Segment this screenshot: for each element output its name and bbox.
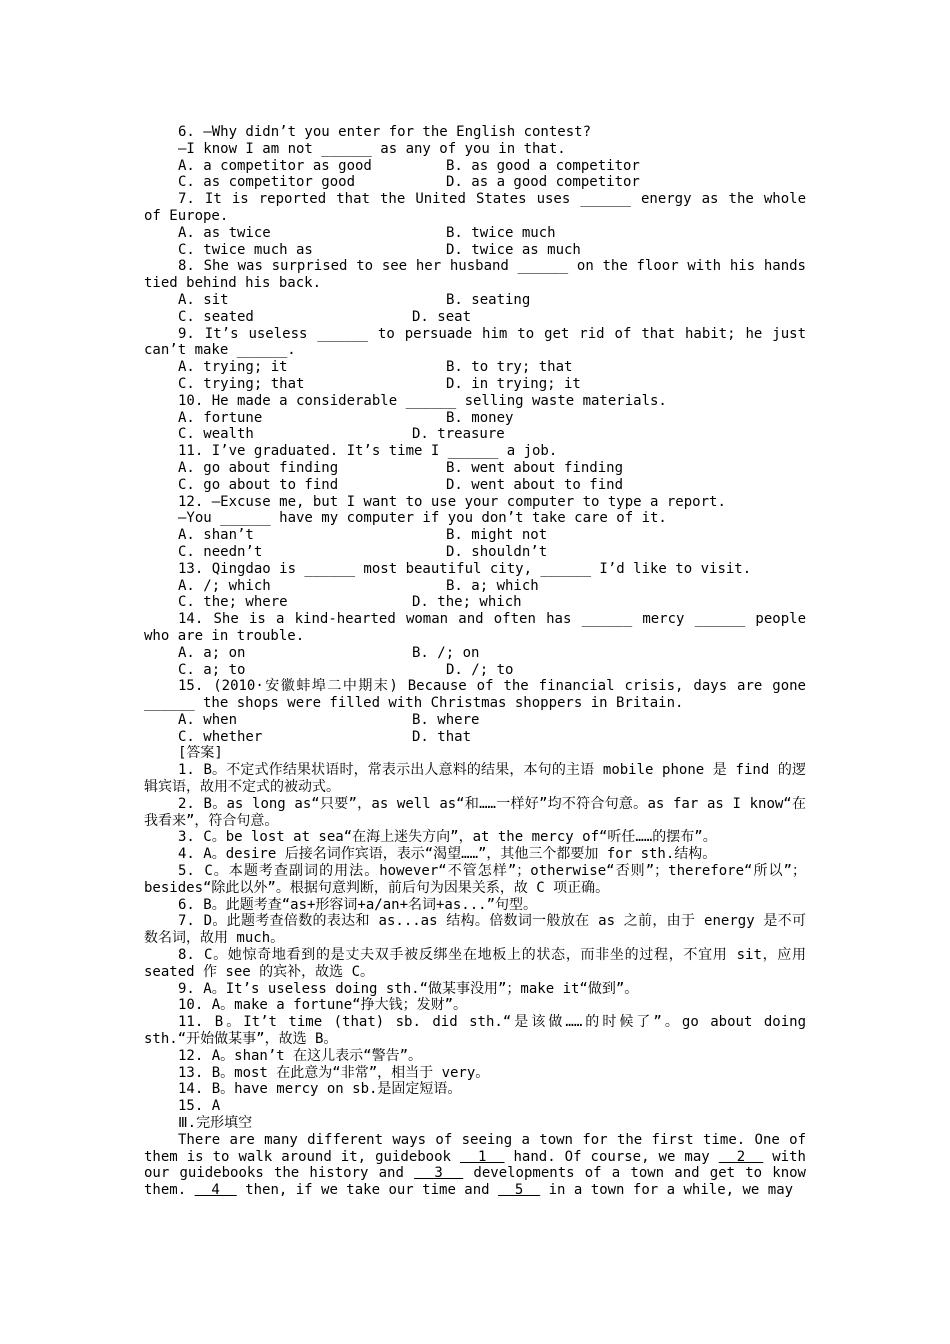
option-d: D. twice as much [446, 241, 581, 258]
option-d: D. that [412, 728, 472, 745]
option-d: D. /; to [446, 661, 514, 678]
question-7-options-row-1 [144, 225, 806, 242]
question-6-line-2: —I know I am not ______ as any of you in that. [178, 140, 566, 157]
option-d: D. the; which [412, 594, 522, 611]
answer-15: 15. A [178, 1098, 221, 1115]
answer-11: 11. B。It’t time (that) sb. did sth.“是该做……的时候了”。go about doing sth.“开始做某事”，故选 B。 [144, 1014, 815, 1048]
option-c: C. as competitor good [178, 174, 356, 191]
option-d: D. in trying; it [446, 375, 581, 392]
option-d: D. went about to find [446, 476, 624, 493]
option-c: C. trying; that [178, 375, 305, 392]
option-a: A. a; on [178, 644, 246, 661]
option-b: B. might not [446, 527, 548, 544]
question-9-stem: 9. It’s useless ______ to persuade him to get rid of that habit; he just can’t make ______. [144, 325, 815, 359]
option-b: B. seating [446, 291, 531, 308]
answer-13: 13. B。most 在此意为“非常”，相当于 very。 [178, 1064, 490, 1081]
question-7-stem: 7. It is reported that the United States uses ______ energy as the whole of Europe. [144, 191, 815, 224]
answer-10: 10. A。make a fortune“挣大钱；发财”。 [178, 997, 468, 1014]
option-b: B. twice much [446, 224, 556, 241]
question-11-options-row-1 [144, 460, 806, 477]
question-8-options-row-2 [144, 309, 806, 326]
cloze-text: There are many different ways of seeing a town for the first time. One of them is to walk around it, guidebook [144, 1131, 815, 1165]
option-d: D. treasure [412, 426, 505, 443]
question-13-stem: 13. Qingdao is ______ most beautiful city, ______ I’d like to visit. [178, 560, 752, 577]
option-b: B. /; on [412, 644, 480, 661]
question-11-options-row-2 [144, 477, 806, 494]
question-13-options-row-2 [144, 594, 806, 611]
answer-heading: [答案] [178, 745, 223, 762]
option-c: C. a; to [178, 661, 246, 678]
cloze-blank-5: 5 [498, 1182, 541, 1199]
question-13-options-row-1 [144, 578, 806, 595]
option-c: C. twice much as [178, 241, 313, 258]
option-d: D. shouldn’t [446, 543, 548, 560]
answer-14: 14. B。have mercy on sb.是固定短语。 [178, 1081, 462, 1098]
option-d: D. seat [412, 308, 472, 325]
question-6-line-1: 6. —Why didn’t you enter for the English contest? [178, 124, 592, 140]
answer-1: 1. B。不定式作结果状语时，常表示出人意料的结果，本句的主语 mobile phone 是 find 的逻辑宾语，故用不定式的被动式。 [144, 762, 806, 796]
question-14-options-row-2 [144, 662, 806, 679]
answer-8: 8. C。她惊奇地看到的是丈夫双手被反绑坐在地板上的状态，而非坐的过程，不宜用 sit，应用 seated 作 see 的宾补，故选 C。 [144, 947, 815, 980]
cloze-text: in a town for a while, we may [540, 1182, 794, 1199]
option-c: C. whether [178, 728, 263, 745]
cloze-blank-4: 4 [194, 1182, 237, 1199]
question-7-options-row-2 [144, 242, 806, 259]
option-b: B. a; which [446, 577, 539, 594]
option-a: A. go about finding [178, 459, 339, 476]
answer-3: 3. C。be lost at sea“在海上迷失方向”，at the mercy of“听任……的摆布”。 [178, 829, 717, 846]
option-c: C. the; where [178, 594, 288, 611]
answer-2: 2. B。as long as“只要”，as well as“和……一样好”均不符合句意。as far as I know“在我看来”，符合句意。 [144, 795, 806, 829]
answer-9: 9. A。It’s useless doing sth.“做某事没用”；make it“做到”。 [178, 980, 639, 997]
question-9-options-row-2 [144, 376, 806, 393]
question-8-stem: 8. She was surprised to see her husband ______ on the floor with his hands tied behind his back. [144, 258, 815, 292]
question-14-stem: 14. She is a kind-hearted woman and often has ______ mercy ______ people who are in trouble. [144, 611, 815, 644]
question-14-options-row-1 [144, 645, 806, 662]
option-b: B. as good a competitor [446, 157, 640, 174]
option-b: B. to try; that [446, 359, 573, 376]
option-a: A. sit [178, 291, 229, 308]
question-12-line-1: 12. —Excuse me, but I want to use your computer to type a report. [178, 493, 726, 510]
option-b: B. went about finding [446, 459, 624, 476]
answer-7: 7. D。此题考查倍数的表达和 as...as 结构。倍数词一般放在 as 之前，由于 energy 是不可数名词，故用 much。 [144, 913, 806, 947]
section-heading: Ⅲ.完形填空 [178, 1115, 253, 1132]
option-b: B. money [446, 409, 514, 426]
question-9-options-row-1 [144, 359, 806, 376]
question-15-options-row-2 [144, 729, 806, 746]
option-a: A. fortune [178, 409, 263, 426]
answer-12: 12. A。shan’t 在这儿表示“警告”。 [178, 1047, 423, 1064]
answer-6: 6. B。此题考查“as+形容词+a/an+名词+as...”句型。 [178, 896, 538, 913]
option-c: C. wealth [178, 426, 254, 443]
cloze-blank-1: 1 [459, 1148, 505, 1165]
option-c: C. needn’t [178, 543, 263, 560]
option-a: A. shan’t [178, 527, 254, 544]
option-c: C. seated [178, 308, 254, 325]
option-b: B. where [412, 711, 480, 728]
question-6-options-row-1 [144, 158, 806, 175]
question-12-options-row-1 [144, 527, 806, 544]
cloze-text: developments of a town and get to know them. [144, 1165, 815, 1199]
option-a: A. as twice [178, 224, 271, 241]
cloze-blank-2: 2 [718, 1148, 764, 1165]
question-15-options-row-1 [144, 712, 806, 729]
cloze-text: with our guidebooks the history and [144, 1148, 815, 1182]
question-10-options-row-1 [144, 410, 806, 427]
cloze-text: then, if we take our time and [236, 1182, 499, 1199]
option-d: D. as a good competitor [446, 174, 640, 191]
document-page [144, 124, 815, 1199]
question-15-stem: 15. (2010·安徽蚌埠二中期末) Because of the financial crisis, days are gone ______ the shops were filled with Christmas shoppers in Britain. [144, 678, 815, 712]
cloze-text: hand. Of course, we may [504, 1148, 719, 1165]
cloze-blank-3: 3 [414, 1165, 464, 1182]
question-12-options-row-2 [144, 544, 806, 561]
option-c: C. go about to find [178, 476, 339, 493]
question-6-options-row-2 [144, 174, 806, 191]
answer-5: 5. C。本题考查副词的用法。however“不管怎样”；otherwise“否则”；therefore“所以”；besides“除此以外”。根据句意判断，前后句为因果关系，故 C 项正确。 [144, 863, 806, 896]
question-8-options-row-1 [144, 292, 806, 309]
option-a: A. /; which [178, 577, 271, 594]
question-12-line-2: —You ______ have my computer if you don’t take care of it. [178, 510, 667, 527]
question-11-stem: 11. I’ve graduated. It’s time I ______ a job. [178, 443, 558, 460]
option-a: A. when [178, 711, 238, 728]
option-a: A. trying; it [178, 359, 288, 376]
option-a: A. a competitor as good [178, 157, 372, 174]
question-10-options-row-2 [144, 426, 806, 443]
cloze-passage [144, 1131, 815, 1199]
question-10-stem: 10. He made a considerable ______ selling waste materials. [178, 392, 667, 409]
answer-4: 4. A。desire 后接名词作宾语，表示“渴望……”，其他三个都要加 for sth.结构。 [178, 846, 717, 863]
